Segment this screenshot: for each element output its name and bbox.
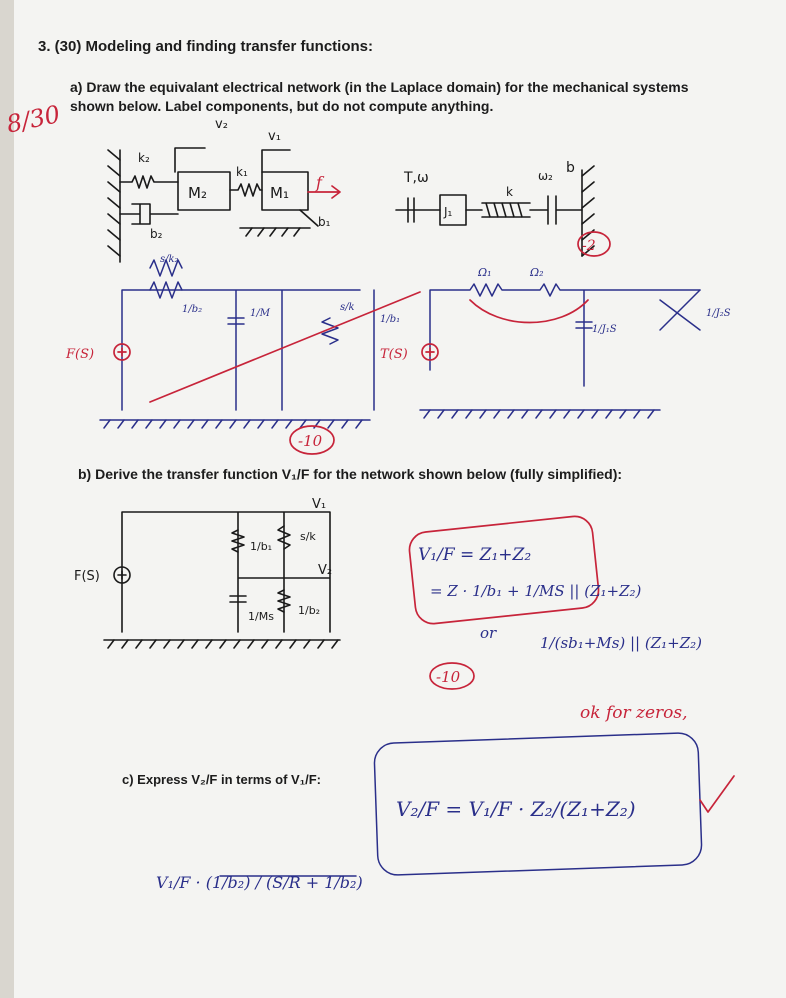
- part-c-prompt: c) Express V₂/F in terms of V₁/F:: [122, 772, 321, 787]
- answer-b: [408, 515, 702, 723]
- answer-c-formula: V₂/F = V₁/F · Z₂/(Z₁+Z₂): [396, 797, 636, 821]
- mech-system-translational: [108, 117, 340, 262]
- label-sketch-source-t: T(S): [380, 347, 408, 362]
- sketch-cap-j2: [660, 290, 700, 330]
- svg-text:1/b₁: 1/b₁: [380, 314, 401, 325]
- label-k1: k₁: [236, 165, 248, 179]
- svg-text:1/b₂: 1/b₂: [182, 304, 203, 315]
- answer-b-box: [408, 515, 601, 626]
- svg-text:s/k: s/k: [340, 302, 355, 313]
- label-1-over-ms: 1/Ms: [248, 610, 274, 623]
- label-b-rot: b: [566, 160, 575, 176]
- answer-c: [156, 732, 734, 892]
- force-arrow: [308, 186, 340, 198]
- answer-b-line1: V₁/F = Z₁+Z₂: [418, 545, 532, 565]
- spring-k2: [120, 176, 178, 188]
- check-mark: [700, 776, 734, 812]
- svg-text:1/M: 1/M: [250, 308, 270, 319]
- label-k2: k₂: [138, 151, 150, 165]
- grader-note: ok for zeros,: [580, 703, 688, 723]
- label-j1: J₁: [444, 205, 453, 219]
- mech-system-rotational: [396, 160, 594, 256]
- label-torque: T,ω: [404, 170, 429, 186]
- label-m2: M₂: [188, 184, 207, 202]
- answer-b-or: or: [480, 624, 497, 642]
- answer-c-expansion: V₁/F · (1/b₂) / (S/R + 1/b₂): [156, 873, 363, 892]
- label-node-v1: V₁: [312, 497, 327, 512]
- svg-text:8/30: 8/30: [4, 100, 63, 139]
- label-node-v2: V₂: [318, 563, 333, 578]
- svg-text:s/k₂: s/k₂: [160, 254, 179, 265]
- answer-b-alt: 1/(sb₁+Ms) || (Z₁+Z₂): [540, 634, 703, 652]
- velocity-arrow-v1: [262, 150, 290, 172]
- sketch-left-circuit: [65, 254, 420, 454]
- label-k-rot: k: [506, 185, 513, 199]
- sketch-right-circuit: [380, 232, 731, 418]
- label-v1: v₁: [268, 129, 281, 144]
- deduction-b: -10: [436, 668, 461, 686]
- part-b-prompt: b) Derive the transfer function V₁/F for the network shown below (fully simplified):: [78, 466, 623, 482]
- label-b1: b₁: [318, 215, 331, 229]
- spring-k-rot: [482, 203, 530, 217]
- label-sketch-source-f: F(S): [66, 347, 95, 362]
- damper-b1: [300, 210, 318, 226]
- deduction-a: -10: [298, 432, 323, 450]
- damper-b-rot: [530, 196, 582, 224]
- label-omega2: ω₂: [538, 169, 553, 183]
- label-1-over-b1: 1/b₁: [250, 540, 273, 553]
- svg-text:Ω₂: Ω₂: [530, 266, 544, 279]
- label-b2: b₂: [150, 227, 163, 241]
- label-s-over-k: s/k: [300, 530, 316, 543]
- part-a-prompt: a) Draw the equivalant electrical network (in the Laplace domain) for the mechanical systems shown below. Label components, but do not compute anything.: [70, 79, 689, 114]
- spring-k1: [230, 184, 262, 196]
- svg-text:Ω₁: Ω₁: [478, 266, 492, 279]
- velocity-arrow-v2: [175, 148, 205, 172]
- label-source-f: F(S): [74, 569, 100, 584]
- label-1-over-b2: 1/b₂: [298, 604, 321, 617]
- answer-b-line2: = Z · 1/b₁ + 1/MS || (Z₁+Z₂): [430, 582, 642, 600]
- label-force: f: [316, 173, 322, 192]
- label-m1: M₁: [270, 184, 289, 202]
- damper-b2: [120, 204, 178, 224]
- score-mark: [4, 100, 63, 139]
- svg-text:1/J₂S: 1/J₂S: [706, 308, 731, 319]
- question-header: 3. (30) Modeling and finding transfer functions:: [38, 38, 374, 55]
- label-v2: v₂: [215, 117, 228, 132]
- deduction-right: -2: [582, 238, 596, 254]
- svg-text:1/J₁S: 1/J₁S: [592, 324, 617, 335]
- network-b: [74, 497, 340, 648]
